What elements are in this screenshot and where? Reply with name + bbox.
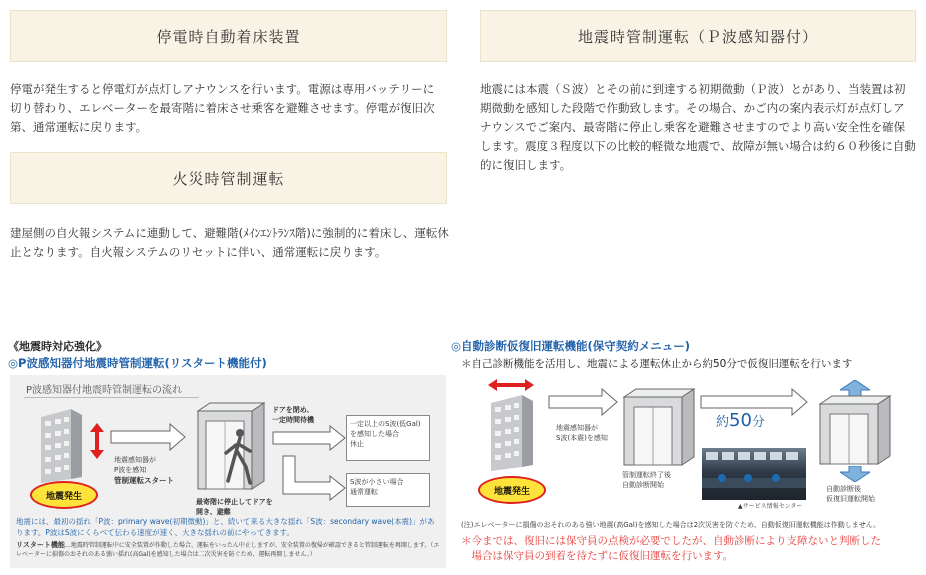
duration-value: 50: [729, 410, 752, 431]
flow-arrow-2: [272, 425, 346, 451]
left-step1-bold: 管制運転スタート: [114, 476, 174, 485]
left-footnote2: [16, 541, 440, 559]
flow-arrow-3: [282, 455, 346, 501]
header-earthquake: [480, 10, 916, 62]
box-a: 一定以上のS波(低Gal) を感知した場合 休止: [346, 415, 430, 461]
right-red-note: ＊今までは、復旧には保守員の点検が必要でしたが、自動診断により支障ないと判断した 場合は保守員の到着を待たずに仮復旧運転を行います。: [461, 535, 881, 562]
left-footnote2-text: …地震時管制運転中に安全装置が作動した場合、運転をいったん中止しますが、安全装置の復帰が確認できると管制運転を再開します。（エレベーターに損傷のおそれのある強い揺れ(高Gal)を感知した場合は二次災害を防ぐため、運転再開しません。）: [16, 542, 440, 558]
shake-horizontal-arrow-icon: [488, 379, 534, 391]
down-arrow-icon: [840, 466, 870, 482]
header-fire-title: 火災時管制運転: [172, 169, 285, 188]
right-step2: 管制運転終了後 自動診断開始: [622, 471, 671, 489]
quake-badge-left: [30, 481, 98, 509]
fire-text: 建屋側の自火報システムに連動して、避難階(ﾒｲﾝｴﾝﾄﾗﾝｽ階)に強制的に着床し、運転休止となります。自火報システムのリセットに伴い、通常運転に戻ります。: [10, 226, 449, 259]
header-fire: [10, 152, 447, 204]
elevator-car-icon: [196, 401, 270, 491]
left-diagram-panel: [10, 375, 446, 568]
service-center-caption: ▲サービス情報センター: [738, 503, 803, 510]
monitor-wall-icon: [702, 448, 806, 500]
building-icon-right: [486, 393, 538, 473]
header-power-outage: [10, 10, 447, 62]
flow-title: P波感知器付地震時管制運転の流れ: [26, 385, 183, 396]
box-b: S波が小さい場合 通常運転: [346, 473, 430, 507]
quake-badge-left-label: 地震発生: [45, 491, 82, 502]
left-footnote1: 地震には、最初の揺れ「P波：primary wave(初期微動)」と、続いて来る大きな揺れ「S波：secondary wave(本震)」があります。P波はS波にくらべて伝わる速度が速く、大きな揺れの前にやってきます。: [16, 517, 435, 537]
left-step3: ドアを閉め、 一定時間待機: [272, 406, 314, 424]
header-earthquake-title: 地震時管制運転（Ｐ波感知器付）: [577, 27, 818, 46]
quake-badge-right: [478, 476, 546, 504]
right-step1: 地震感知器が S波(本震)を感知: [556, 424, 608, 442]
building-icon: [36, 407, 86, 485]
earthquake-text: 地震には本震（Ｓ波）とその前に到達する初期微動（Ｐ波）とがあり、当装置は初期微動を感知した段階で作動致します。その場合、かご内の案内表示灯が点灯しアナウンスでご案内、最寄階に停止し乗客を避難させますのでより高い安全性を確保します。震度３程度以下の比較的軽微な地震で、故障が無い場合は約６０秒後に自動的に復旧します。: [480, 82, 916, 172]
flow-arrow-r1: [548, 388, 618, 416]
flow-arrow-1: [110, 423, 186, 451]
elevator-final-icon: [818, 394, 896, 466]
right-diagram-description: ＊自己診断機能を活用し、地震による運転休止から約50分で仮復旧運転を行います: [461, 358, 853, 370]
elevator-doors-icon: [622, 387, 700, 467]
right-diagram-subheading: ◎自動診断仮復旧運転機能(保守契約メニュー): [451, 339, 691, 353]
duration-unit: 分: [751, 415, 765, 430]
quake-badge-right-label: 地震発生: [493, 486, 530, 497]
left-step1: 地震感知器が P波を感知: [114, 456, 156, 474]
left-footnote2-label: リスタート機能: [16, 541, 65, 549]
shake-arrow-icon: [90, 423, 104, 459]
duration-label: [716, 410, 765, 431]
left-diagram-subheading: ◎P波感知器付地震時管制運転(リスタート機能付): [8, 356, 267, 370]
left-step2: 最寄階に停止してドアを 開き、避難: [196, 498, 273, 516]
header-power-outage-title: 停電時自動着床装置: [156, 27, 301, 46]
right-step3: 自動診断後 仮復旧運転開始: [826, 485, 875, 503]
left-diagram-heading: 《地震時対応強化》: [8, 340, 107, 353]
flow-title-rule: [24, 397, 199, 398]
service-center-photo: [702, 448, 806, 500]
power-outage-text: 停電が発生すると停電灯が点灯しアナウンスを行います。電源は専用バッテリーに切り替わり、エレベーターを最寄階に着床させ乗客を避難させます。停電が復旧次第、通常運転に戻ります。: [10, 82, 435, 134]
duration-prefix: 約: [716, 415, 730, 430]
right-note: (注)エレベーターに損傷のおそれのある強い地震(高Gal)を感知した場合は2次災害を防ぐため、自動仮復旧運転機能は作動しません。: [461, 521, 881, 529]
